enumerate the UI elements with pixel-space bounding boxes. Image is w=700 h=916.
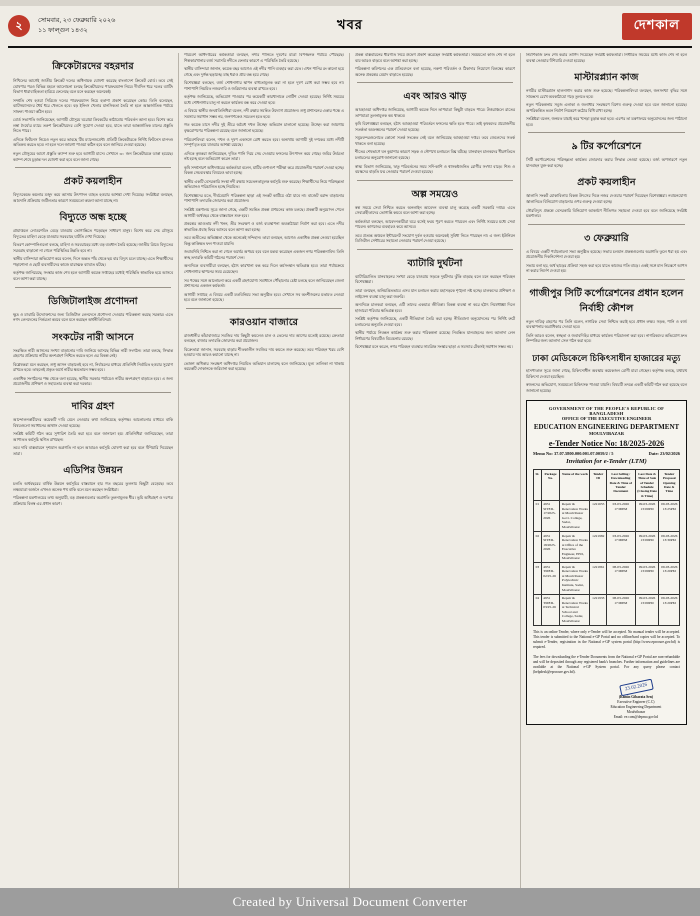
cell-sl: 02 bbox=[534, 532, 542, 563]
col-work: Name of the work bbox=[560, 470, 590, 501]
divider bbox=[357, 249, 513, 250]
article-paragraph: পরিকল্পনা কমিশনের এক প্রতিবেদনে বলা হয়েছে, নকশা পরিবর্তন ও ঠিকাদার নিয়োগে বিলম্বের কারণে অনেক প্রকল্পের মেয়াদ বাড়াতে হয়েছে। bbox=[355, 67, 515, 77]
col-closing: Last Date & Time of Sale of Tender Schedule (Closing Date & Time) bbox=[635, 470, 659, 501]
cell-closing: 09-03-2026 13:00PM bbox=[635, 500, 659, 531]
article-paragraph: জ্বালানি সংকট মোকাবিলায় বিকল্প উৎসের দিকে নজর দেওয়ার পরামর্শ দিয়েছেন বিশেষজ্ঞরা। নবায়নযোগ্য জ্বালানিতে বিনিয়োগ বাড়ানোর ওপর গুরুত্ব দেওয়া হচ্ছে। bbox=[526, 194, 687, 205]
section-title: খবর bbox=[337, 16, 363, 32]
tender-notice-number: e-Tender Notice No: 18/2025-2026 bbox=[548, 439, 665, 449]
cell-closing: 09-03-2026 13:00PM bbox=[635, 563, 659, 594]
article-paragraph: এদিকে ফিটনেস নিয়েও নতুন করে ভাবছে টিম ম্যানেজমেন্ট। প্রতিটি ক্রিকেটারকে নির্দিষ্ট ফিটনেস মানদণ্ড অতিক্রম করতে হবে। না হলে দলে জায়গা পাওয়া কঠিন হবে বলে জানিয়ে দেওয়া হয়েছে। bbox=[13, 137, 173, 148]
divider bbox=[15, 287, 171, 288]
article-headline: ৯ টির কর্পোরেশনে bbox=[571, 142, 642, 153]
table-row bbox=[534, 594, 680, 625]
article-paragraph: এ বিষয়ে স্থানীয় জনপ্রতিনিধিরা বলেন, নদী রক্ষায় সমন্বিত উদ্যোগ প্রয়োজন। শুধু প্রশাসনের একার পক্ষে এ সমস্যার সমাধান সম্ভব নয়, জনগণকেও সচেতন হতে হবে। bbox=[184, 109, 344, 119]
article-paragraph: এ বিষয়ে একটি পর্যালোচনা সভা অনুষ্ঠিত হয়েছে। সভায় চলমান প্রকল্পগুলোর অগ্রগতি তুলে ধরা হয় এবং প্রয়োজনীয় দিকনির্দেশনা দেওয়া হয়। bbox=[526, 249, 687, 260]
article-paragraph: অন্যদিকে চালকরা বলছেন, এটি তাদের একমাত্র জীবিকা। বিকল্প ব্যবস্থা না করে হঠাৎ নিষেধাজ্ঞা দিলে হাজারো পরিবার ক্ষতিগ্রস্ত হবে। bbox=[355, 303, 515, 313]
article-headline: প্রকট কয়লাহীন bbox=[577, 178, 636, 189]
article-paragraph: কৃষি সম্প্রসারণ অধিদপ্তরের কর্মকর্তারা বলেন, মাটির গুণাগুণ পরীক্ষা করে প্রয়োজনীয় পরামর্শ দেওয়া হচ্ছে। বিকল্প সেচব্যবস্থার বিষয়েও ভাবা হচ্ছে। bbox=[184, 165, 344, 176]
table-row bbox=[534, 563, 680, 594]
article-paragraph: নগরীর মাস্টারপ্ল্যান হালনাগাদ করার কাজ শুরু হয়েছে। পরিকল্পনাবিদরা বলছেন, জনসংখ্যা বৃদ্ধির সঙ্গে সামঞ্জস্য রেখে অবকাঠামো গড়ে তুলতে হবে। bbox=[526, 89, 687, 99]
cell-package: 4931 SITED-17/2025-2026 bbox=[541, 500, 560, 531]
masthead-date-gregorian: সোমবার, ২৩ ফেব্রুয়ারি ২০২৬ bbox=[38, 17, 116, 25]
column-1 bbox=[8, 53, 179, 889]
article-paragraph: ক্ষুদ্র ও মাঝারি উদ্যোক্তাদের জন্য ডিজিটাল লেনদেনে প্রণোদনা দেওয়ার পরিকল্পনা করছে সরকার। এতে নগদ লেনদেনের নির্ভরতা কমবে বলে মনে করছেন অর্থনীতিবিদরা। bbox=[13, 312, 173, 323]
tender-memo-number: Memo No: 37.07.5800.000.001.07.0059/2 / 5 bbox=[533, 451, 614, 457]
article-paragraph: সব পক্ষের সঙ্গে আলোচনা করে একটি গ্রহণযোগ্য সমাধানে পৌঁছানোর চেষ্টা চলছে বলে জানিয়েছেন জেলা প্রশাসনের একজন কর্মকর্তা। bbox=[184, 278, 344, 289]
article-paragraph: কর্তৃপক্ষ জানিয়েছে, অভিযোগ পাওয়ার পর কয়েকটি কারখানাকে নোটিশ দেওয়া হয়েছে। নির্দিষ্ট সময়ের মধ্যে শোধনাগার চালু না করলে কার্যক্রম বন্ধ করে দেওয়া হবে। bbox=[184, 95, 344, 105]
article-paragraph: গ্রামাঞ্চলে লোডশেডিং বেড়ে যাওয়ায় ভোগান্তিতে পড়েছেন সাধারণ মানুষ। বিশেষ করে সেচ মৌসুমে বিদ্যুতের চাহিদা বেড়ে যাওয়ায় সরবরাহে ঘাটতি দেখা দিয়েছে। bbox=[13, 229, 173, 239]
article-paragraph: সংশ্লিষ্ট মন্ত্রণালয় সূত্রে জানা গেছে, একটি সমন্বিত প্রকল্প প্রণয়নের কাজ চলছে। প্রকল্পটি অনুমোদন পেলে আগামী অর্থবছর থেকে বাস্তবায়ন শুরু হবে। bbox=[184, 208, 344, 218]
column-2 bbox=[179, 53, 350, 889]
article-paragraph: কর্মকর্তারা বলছেন, আবেদনকারীরা ঘরে বসেই ফরম পূরণ করতে পারবেন এবং নির্দিষ্ট সময়ের মধ্যে সেবা পাবেন। কাগজের ব্যবহারও কমে আসবে। bbox=[355, 219, 515, 230]
cell-closing: 09-03-2026 13:00PM bbox=[635, 594, 659, 625]
cell-sl: 01 bbox=[534, 500, 542, 531]
article-headline: ৩ ফেব্রুয়ারি bbox=[584, 233, 629, 244]
article-paragraph: সভায় বলা হয়, অর্থ ছাড়ের প্রক্রিয়া সহজ করা হবে যাতে কাজের গতি বাড়ে। একই সঙ্গে মান নিয়ন্ত্রণে আপস না করার নির্দেশ দেওয়া হয়। bbox=[526, 263, 687, 274]
article-headline: সংকটের নারী আসনে bbox=[52, 332, 134, 343]
article-paragraph: বিশ্লেষকরা মনে করছেন, শুধু আসন বাড়ালেই হবে না, নির্বাচনের মাধ্যমে প্রতিনিধি নির্বাচিত হওয়ার সুযোগ রাখতে হবে। তাহলেই প্রকৃত অর্থে নারীর ক্ষমতায়ন সম্ভব হবে। bbox=[13, 362, 173, 373]
article-headline: ক্রিকেটারদের বহরদার bbox=[52, 62, 134, 72]
article-headline: ব্যাটারি দুর্ঘটনা bbox=[407, 258, 463, 269]
article-paragraph: স্বজনদের অভিযোগ, সময়মতো চিকিৎসক পাওয়া যায়নি। বিষয়টি তদন্তে একটি কমিটি গঠন করা হয়েছে বলে জানানো হয়েছে। bbox=[526, 383, 687, 393]
article-paragraph: সম্প্রতি শেষ হওয়া সিরিজে দলের পারফরম্যান্স নিয়ে হতাশা প্রকাশ করেছেন কোচ। তিনি বলেছেন, ব্যাটসম্যানদের ধৈর্য ধরে খেলতে হবে। বড় ইনিংস খেলার মানসিকতা তৈরি না হলে আন্তর্জাতিক পর্যায়ে সাফল্য পাওয়া কঠিন হবে। bbox=[13, 98, 173, 114]
divider bbox=[186, 308, 342, 309]
article-paragraph: গত কয়েক মাসে নদীর দুই তীরে অবৈধ দখল উচ্ছেদ অভিযান চালানো হয়েছে। উচ্ছেদ করা জায়গায় বৃক্ষরোপণের পরিকল্পনা রয়েছে বলে জানানো হয়েছে। bbox=[184, 123, 344, 134]
cell-opening: 09-03-2026 13:20PM bbox=[659, 563, 680, 594]
signatory-title-1: Executive Engineer (C.C) bbox=[617, 699, 655, 704]
article-paragraph: স্বাস্থ্য বিভাগ জানিয়েছে, ঋতু পরিবর্তনের সময় সর্দি-কাশি ও শ্বাসকষ্টজনিত রোগীর সংখ্যা বাড়ে। শিশু ও বয়স্কদের বাড়তি যত্ন নেওয়ার পরামর্শ দেওয়া হয়েছে। bbox=[355, 164, 515, 175]
article-paragraph: পরিকল্পনা মন্ত্রণালয়ের তথ্য অনুযায়ী, বড় প্রকল্পগুলোর অগ্রগতি তুলনামূলক ধীর। ভূমি অধিগ্রহণ ও দরপত্র প্রক্রিয়ায় বিলম্ব এর প্রধান কারণ। bbox=[13, 496, 173, 506]
article-paragraph: বিক্রেতারা জানান, সরবরাহ বাড়ায় শীতকালীন সবজির দাম কমতে শুরু করেছে। তবে পরিবহন খরচ বেশি হওয়ায় দাম আরও কমানো যাচ্ছে না। bbox=[184, 347, 344, 358]
cell-package: 4931 TMED-03/25-26 bbox=[541, 594, 560, 625]
masthead bbox=[8, 6, 692, 48]
tender-place: MOULVIBAZAR bbox=[588, 431, 625, 437]
cell-opening: 09-03-2026 13:30PM bbox=[659, 532, 680, 563]
article-paragraph: বিদ্যুৎকেন্দ্রে কয়লার মজুদ কমে আসায় উৎপাদন ব্যাহত হওয়ার আশঙ্কা দেখা দিয়েছে। সংশ্লিষ্টরা বলছেন, আমদানি প্রক্রিয়ায় জটিলতার কারণে সময়মতো কয়লা আনা যাচ্ছে না। bbox=[13, 193, 173, 203]
article-headline: এডিপির উন্নয়ন bbox=[63, 466, 123, 477]
tender-department: EDUCATION ENGINEERING DEPARTMENT bbox=[533, 423, 680, 432]
divider bbox=[528, 224, 685, 225]
article-paragraph: সংরক্ষিত নারী আসনের সংখ্যা বাড়ানোর দাবি জানিয়ে আসছে বিভিন্ন নারী সংগঠন। তারা বলছে, সিদ্ধান্ত গ্রহণের প্রক্রিয়ায় নারীর অংশগ্রহণ নিশ্চিত করতে হলে এর বিকল্প নেই। bbox=[13, 348, 173, 359]
article-paragraph: পরিবেশ অধিদপ্তরের কর্মকর্তারা বলছেন, নদীর পানিতে দূষণের মাত্রা বিপজ্জনক পর্যায়ে পৌঁছেছে। শিল্পকারখানার বর্জ্য সরাসরি নদীতে ফেলার কারণে এ পরিস্থিতি তৈরি হয়েছে। bbox=[184, 53, 344, 63]
signatory-name: (Ramin Gibarata Sen) bbox=[618, 694, 653, 699]
column-4 bbox=[521, 53, 692, 889]
article-headline: ডিজিটালাইজ প্রণোদনা bbox=[48, 296, 138, 307]
divider bbox=[357, 82, 513, 83]
article-paragraph: হাসপাতাল সূত্রে জানা গেছে, চিকিৎসাধীন অবস্থায় কয়েকজন রোগী মারা গেছেন। কর্তৃপক্ষ বলছে, যথাযথ চিকিৎসা দেওয়া হয়েছিল। bbox=[526, 369, 687, 379]
article-paragraph: আবহাওয়া অধিদপ্তর জানিয়েছে, আগামী কয়েক দিনে তাপমাত্রা কিছুটা বাড়তে পারে। উত্তরাঞ্চলে রাতের তাপমাত্রা তুলনামূলক কম থাকবে। bbox=[355, 108, 515, 118]
signatory-title-2: Education Engineering Department bbox=[610, 704, 662, 709]
article-paragraph: বিশেষজ্ঞদের মতে, দীর্ঘমেয়াদি পরিকল্পনা ছাড়া এই সংকট কাটিয়ে ওঠা যাবে না। বাজেট বরাদ্দ বাড়ানোর পাশাপাশি তদারকি জোরদার করা প্রয়োজন। bbox=[184, 193, 344, 204]
tender-notice-advertisement bbox=[526, 400, 687, 724]
divider bbox=[528, 279, 685, 280]
cell-tender-id: 1221933 bbox=[590, 594, 606, 625]
article-paragraph: চলতি অর্থবছরের বার্ষিক উন্নয়ন কর্মসূচির বাস্তবায়ন হার গত বছরের তুলনায় কিছুটা বেড়েছে। তবে লক্ষ্যমাত্রা অর্জনে এখনও অনেক পথ বাকি বলে মনে করছেন সংশ্লিষ্টরা। bbox=[13, 482, 173, 492]
article-paragraph: বিশেষজ্ঞরা মনে করেন, নগর পরিবহন ব্যবস্থার সামগ্রিক সংস্কার ছাড়া এ সমস্যার টেকসই সমাধান সম্ভব নয়। bbox=[355, 345, 513, 350]
cell-last-selling: 08-03-2026 17:00PM bbox=[606, 563, 635, 594]
article-paragraph: স্থানীয় পর্যায়ে নিবন্ধন কার্যক্রম শুরু করার পরিকল্পনা রয়েছে। নিবন্ধিত যানবাহনের জন্য আলাদা লেন নির্ধারণের বিষয়টিও বিবেচনায় রয়েছে। bbox=[355, 331, 515, 341]
article-paragraph: তবে প্রত্যন্ত অঞ্চলে ইন্টারনেট সংযোগ দুর্বল হওয়ায় অনেকেই সুবিধা নিতে পারছেন না। এ জন্য ইউনিয়ন ডিজিটাল সেন্টারের সহায়তা নেওয়ার পরামর্শ দেওয়া হয়েছে। bbox=[355, 233, 515, 244]
article-paragraph: এদিকে কৃষকরা জানিয়েছেন, দূষিত পানি দিয়ে সেচ দেওয়ায় ফসলের উৎপাদন কমে গেছে। জমির উর্বরতা নষ্ট হচ্ছে বলে অভিযোগ করেন তারা। bbox=[184, 151, 344, 162]
newspaper-page bbox=[0, 6, 700, 916]
article-paragraph: নতুন পরিকল্পনায় সবুজ এলাকা ও জলাধার সংরক্ষণে বিশেষ গুরুত্ব দেওয়া হবে বলে জানানো হয়েছে। অপরিকল্পিত ভবন নির্মাণ নিয়ন্ত্রণে কঠোর বিধি রাখা হচ্ছে। bbox=[526, 103, 687, 113]
cell-work: Repair & Renovation Works at Technical School and College, Sadar, Moulvibazar bbox=[560, 594, 590, 625]
article-headline: কারওয়ান বাজারে bbox=[229, 317, 299, 328]
column-3 bbox=[350, 53, 521, 889]
article-paragraph: নতুন দায়িত্ব গ্রহণের পর তিনি বলেন, নাগরিক সেবা নিশ্চিত করাই হবে প্রধান লক্ষ্য। সড়ক, পানি ও বর্জ্য ব্যবস্থাপনায় অগ্রাধিকার দেওয়া হবে। bbox=[526, 319, 687, 330]
article-paragraph: স্থানীয় একটি বেসরকারি সংস্থা নদী রক্ষায় সচেতনতামূলক কর্মসূচি শুরু করেছে। শিক্ষার্থীদের নিয়ে পরিচ্ছন্নতা অভিযানও পরিচালিত হচ্ছে নিয়মিত। bbox=[184, 179, 344, 190]
article-paragraph: একাধিক সংগঠনের পক্ষ থেকে বলা হয়েছে, স্থানীয় সরকার পর্যায়েও নারীর অংশগ্রহণ বাড়াতে হবে। এ জন্য প্রয়োজনীয় প্রশিক্ষণ ও সহায়তার ব্যবস্থা করা দরকার। bbox=[13, 376, 173, 387]
article-paragraph: তবে অতীতের অভিজ্ঞতা থেকে অনেকেই সন্দিহান। তারা বলছেন, আগেও একাধিক প্রকল্প নেওয়া হয়েছিল কিন্তু কাঙ্ক্ষিত ফল পাওয়া যায়নি। bbox=[184, 236, 344, 246]
article-paragraph: সৌরবিদ্যুৎ প্রকল্পে বেসরকারি বিনিয়োগ আকর্ষণে নীতিগত সহায়তা দেওয়া হবে বলে জানিয়েছে সংশ্লিষ্ট মন্ত্রণালয়। bbox=[526, 208, 687, 219]
cell-last-selling: 08-03-2026 17:00PM bbox=[606, 594, 635, 625]
column-container bbox=[8, 53, 692, 889]
article-paragraph: প্রকল্পের আওতায় নদী খনন, তীর সংরক্ষণ ও বর্জ্য ব্যবস্থাপনা অবকাঠামো নির্মাণ করা হবে। এতে নদীর স্বাভাবিক প্রবাহ ফিরে আসবে বলে আশা করা হচ্ছে। bbox=[184, 222, 344, 232]
cell-closing: 09-03-2026 13:00PM bbox=[635, 532, 659, 563]
newspaper-logo: দেশকাল bbox=[622, 13, 692, 40]
article-headline: গাজীপুর সিটি কর্পোরেশনের প্রধান হলেন নির্বাহী কৌশল bbox=[529, 288, 684, 314]
article-headline: দাবির গ্রহণ bbox=[71, 401, 115, 412]
cell-tender-id: 1221655 bbox=[590, 500, 606, 531]
col-tender-id: Tender ID bbox=[590, 470, 606, 501]
cell-work: Repair & Renovation Works at Moulvibazar Govt. College, Sadar, Moulvibazar bbox=[560, 500, 590, 531]
article-paragraph: স্থানীয় বাসিন্দারা অভিযোগ করে বলেন, দিনে অন্তত পাঁচ থেকে ছয় বার বিদ্যুৎ চলে যাচ্ছে। এতে শিক্ষার্থীদের পড়াশোনা ও ছোট ব্যবসায়ীদের কাজে মারাত্মক ব্যাঘাত ঘটছে। bbox=[13, 257, 173, 267]
divider bbox=[15, 167, 171, 168]
tender-government-line: GOVERNMENT OF THE PEOPLE'S REPUBLIC OF BANGLADESH bbox=[548, 406, 665, 417]
signatory-title-3: Moulvibazar bbox=[626, 709, 646, 714]
article-paragraph: নিখিলের আগেই জাতীয় ক্রিকেট দলের অধিনায়ক ঘোষণা করেছে বাংলাদেশ ক্রিকেট বোর্ড। তবে সেই ঘোষণার পরও বিভিন্ন মহলে আলোচনা চলছে ক্রিকেটারদের পারফরম্যান্স নিয়ে। দীর্ঘদিন ধরে দলের ব্যাটিং বিভাগ ধারাবাহিকতা হারিয়ে ফেলেছে বলে মনে করছেন অনেকেই। bbox=[13, 78, 173, 95]
col-opening: Tender Proposal Opening Date & Time bbox=[659, 470, 680, 501]
article-paragraph: স্থানীয় বাসিন্দারা জানান, কয়েক বছর আগেও এই নদীর পানি ব্যবহার করা যেত। এখন পানির রং কালো হয়ে গেছে এবং দুর্গন্ধ ছড়াচ্ছে। মাছ ধরাও প্রায় বন্ধ হয়ে গেছে। bbox=[184, 67, 344, 77]
tender-office-line: OFFICE OF THE EXECUTIVE ENGINEER bbox=[561, 416, 652, 422]
cell-last-selling: 03-03-2026 17:00PM bbox=[606, 500, 635, 531]
signatory-email: Email: ee.com@depmo.gov.bd bbox=[613, 714, 659, 719]
article-paragraph: প্রকল্প বাস্তবায়নের ধীরগতি নিয়ে উদ্বেগ প্রকাশ করেছেন সংশ্লিষ্ট কর্মকর্তারা। সময়মতো কাজ শেষ না হলে ব্যয় আরও বাড়বে বলে আশঙ্কা করা হচ্ছে। bbox=[355, 53, 515, 63]
article-paragraph: স্বল্প সময়ে সেবা নিশ্চিত করতে অনলাইন আবেদন ব্যবস্থা চালু করেছে একটি সরকারি দপ্তর। এতে সেবাগ্রহীতাদের ভোগান্তি কমবে বলে আশা করা হচ্ছে। bbox=[355, 205, 515, 216]
article-paragraph: ভোক্তা অধিকার সংরক্ষণ অধিদপ্তর নিয়মিত অভিযান চালাচ্ছে বলে জানিয়েছে। মূল্য তালিকা না থাকায় কয়েকটি দোকানকে জরিমানা করা হয়েছে। bbox=[184, 361, 344, 372]
cell-sl: 04 bbox=[534, 594, 542, 625]
article-paragraph: আগামী সপ্তাহে এ বিষয়ে একটি মতবিনিময় সভা অনুষ্ঠিত হবে। সেখানে সব অংশীজনের মতামত নেওয়া হবে বলে জানানো হয়েছে। bbox=[184, 292, 344, 303]
cell-last-selling: 03-03-2026 17:00PM bbox=[606, 532, 635, 563]
article-paragraph: সংশ্লিষ্ট কর্তৃপক্ষ জানিয়েছে, একটি নীতিমালা তৈরি করা হচ্ছে। নীতিমালা অনুমোদনের পর নির্দিষ্ট রুটে চলাচলের অনুমতি দেওয়া হবে। bbox=[355, 317, 515, 327]
cell-tender-id: 1221982 bbox=[590, 532, 606, 563]
tender-invitation-title: Invitation for e-Tender (LTM) bbox=[566, 458, 647, 466]
converter-watermark: Created by Universal Document Converter bbox=[0, 888, 700, 916]
tender-memo-row bbox=[533, 451, 680, 456]
article-paragraph: সংশ্লিষ্টরা বলেন, জনমত যাচাই করে খসড়া চূড়ান্ত করা হবে। এরপর তা মন্ত্রণালয়ে অনুমোদনের জন্য পাঠানো হবে। bbox=[526, 117, 687, 127]
article-paragraph: পরিবেশবিদরা বলেন, দখল ও দূষণ একসঙ্গে রোধ করতে হবে। অন্যথায় আগামী দুই দশকের মধ্যে নদীটি সম্পূর্ণ মৃত হয়ে যাওয়ার আশঙ্কা রয়েছে। bbox=[184, 137, 344, 148]
article-paragraph: নতুন মৌসুমের আগে প্রস্তুতি ক্যাম্প শুরু হবে আগামী মাসে। সেখানে ৩০ জন ক্রিকেটারকে ডাকা হয়েছে। ক্যাম্প শেষে চূড়ান্ত দল ঘোষণা করা হবে বলে জানা গেছে। bbox=[13, 152, 173, 162]
article-paragraph: রাজধানীর কাঁচাবাজারে সবজির দাম কিছুটা কমলেও চাল ও তেলের দাম আগের মতোই রয়েছে। ক্রেতারা বলছেন, বাজার তদারকি জোরদার করা প্রয়োজন। bbox=[184, 333, 344, 344]
article-paragraph: সিটি কর্পোরেশনের পরিচ্ছন্নতা কার্যক্রম জোরদার করার সিদ্ধান্ত নেওয়া হয়েছে। বর্জ্য অপসারণে নতুন যানবাহন যুক্ত করা হচ্ছে। bbox=[526, 158, 687, 168]
cell-tender-id: 1221861 bbox=[590, 563, 606, 594]
article-headline: বিদ্যুতে অন্ধ হচ্ছে bbox=[59, 213, 127, 224]
cell-package: 4931 SITED-18/2025-2026 bbox=[541, 532, 560, 563]
masthead-date-bangla: ১১ ফাল্গুন ১৪৩২ bbox=[38, 27, 88, 34]
col-package: Package No. bbox=[541, 470, 560, 501]
article-paragraph: সংশ্লিষ্ট কমিটি গঠন করে সুপারিশ তৈরি করা হবে বলে জানানো হয়। প্রতিনিধিরা জানিয়েছেন, তারা আপাতত কর্মসূচি স্থগিত রাখছেন। bbox=[13, 432, 173, 442]
tender-note-2: The fees for downloading the e-Tender Documents from the National e-GP Portal are non-refundable and will be deposited through any registered bank's branches. Further information and guidelines are available at the National e-GP System portal. For any query please contact (helpdesk@eprocure.gov.bd). bbox=[533, 654, 680, 675]
article-paragraph: বোর্ড সভাপতি জানিয়েছেন, আগামী মৌসুমে ঘরোয়া ক্রিকেটের কাঠামোয় পরিবর্তন আনা হবে। বিশেষ করে লম্বা দৈর্ঘ্যের ম্যাচে তরুণ ক্রিকেটারদের বেশি সুযোগ দেওয়া হবে, যাতে তারা আন্তর্জাতিক মানের প্রস্তুতি নিতে পারে। bbox=[13, 118, 173, 134]
tender-date: Date: 23/02/2026 bbox=[648, 451, 680, 457]
divider bbox=[528, 132, 685, 133]
tender-table bbox=[533, 469, 680, 626]
signature-stamp: 23.02.2026 bbox=[619, 678, 653, 696]
article-headline: ঢাকা মেডিকেলে চিকিৎসাধীন হাজারের মত্যু bbox=[532, 353, 681, 364]
cell-opening: 09-03-2026 13:20PM bbox=[659, 594, 680, 625]
cell-work: Repair & Renovation Works at Office of the Executive Engineer, EED, Moulvibazar bbox=[560, 532, 590, 563]
article-paragraph: বিশেষজ্ঞরা বলছেন, বর্জ্য শোধনাগার স্থাপন বাধ্যতামূলক করা না হলে দূষণ রোধ করা সম্ভব হবে না। পাশাপাশি নিয়মিত নজরদারি ও জরিমানার ব্যবস্থা রাখতে হবে। bbox=[184, 81, 344, 91]
article-paragraph: তারা বলছেন, অনিয়ন্ত্রিতভাবে এসব যান চলাচল করায় মহাসড়কে শৃঙ্খলা নষ্ট হচ্ছে। চালকদের প্রশিক্ষণ ও লাইসেন্স ব্যবস্থা চালু করা জরুরি। bbox=[355, 289, 515, 299]
article-paragraph: কৃষি বিশেষজ্ঞরা বলছেন, হঠাৎ আবহাওয়া পরিবর্তনে ফসলের ক্ষতি হতে পারে। তাই কৃষকদের প্রয়োজনীয় সতর্কতা অবলম্বনের পরামর্শ দেওয়া হয়েছে। bbox=[355, 122, 515, 132]
article-paragraph: নির্মাণকাজ দ্রুত শেষ করার তাগিদ দিয়েছেন সংশ্লিষ্ট কর্মকর্তারা। নির্ধারিত সময়ের মধ্যে কাজ শেষ না হলে ব্যবস্থা নেওয়ার হুঁশিয়ারি দেওয়া হয়েছে। bbox=[526, 53, 687, 63]
article-headline: এবং আরও ঝাড় bbox=[403, 92, 467, 103]
article-paragraph: সমুদ্রবন্দরগুলোতে কোনো সতর্ক সংকেত নেই বলে জানিয়েছে আবহাওয়া দপ্তর। তবে জেলেদের সতর্ক থাকতে বলা হয়েছে। bbox=[355, 136, 515, 146]
article-paragraph: তিনি আরও বলেন, স্বচ্ছতা ও জবাবদিহির মাধ্যমে কার্যক্রম পরিচালনা করা হবে। নাগরিকদের অভিযোগ দ্রুত নিষ্পত্তির জন্য আলাদা সেল গঠন করা হবে। bbox=[526, 333, 687, 344]
col-last-selling: Last Selling / Downloading Date & Time of Tender Document bbox=[606, 470, 635, 501]
article-paragraph: অন্যদিকে ব্যবসায়ীরা বলছেন, হঠাৎ কারখানা বন্ধ করে দিলে কর্মসংস্থান ক্ষতিগ্রস্ত হবে। তারা পর্যায়ক্রমে শোধনাগার স্থাপনের সময় চেয়েছেন। bbox=[184, 264, 344, 274]
cell-sl: 03 bbox=[534, 563, 542, 594]
article-paragraph: জবাবদিহি নিশ্চিত করা না গেলে অর্থের অপচয় হবে বলে মন্তব্য করেছেন একজন নগর পরিকল্পনাবিদ। তিনি স্বচ্ছ তদারকি কমিটি গঠনের পরামর্শ দেন। bbox=[184, 250, 344, 260]
tender-signature-block bbox=[533, 682, 680, 720]
article-paragraph: বিতরণ কোম্পানিগুলো বলছে, চাহিদা ও সরবরাহের মধ্যে বড় ব্যবধান তৈরি হয়েছে। জাতীয় গ্রিডে বিদ্যুতের সরবরাহ বাড়ানো না গেলে পরিস্থিতির উন্নতি হবে না। bbox=[13, 243, 173, 253]
divider bbox=[357, 180, 513, 181]
article-headline: মাস্টারপ্ল্যান কাজ bbox=[574, 73, 639, 84]
col-sl: Sl. bbox=[534, 470, 542, 501]
article-headline: অল্প সময়েও bbox=[411, 189, 459, 200]
cell-package: 4931 TMED-02/25-26 bbox=[541, 563, 560, 594]
article-paragraph: আন্দোলনকারীদের কয়েকটি দাবি মেনে নেওয়ার কথা জানিয়েছে কর্তৃপক্ষ। আলোচনার মাধ্যমে বাকি বিষয়গুলো সমাধানের আশ্বাস দেওয়া হয়েছে। bbox=[13, 417, 173, 428]
article-paragraph: শীতের শেষভাগে ঘন কুয়াশার কারণে সড়ক ও নৌপথে চলাচলে বিঘ্ন ঘটছে। যানবাহন চালকদের ধীরগতিতে চলাচলের অনুরোধ জানানো হয়েছে। bbox=[355, 150, 515, 161]
cell-work: Repair & Renovation Works at Moulvibazar Polytechnic Institute, Sadar, Moulvibazar bbox=[560, 563, 590, 594]
article-paragraph: তবে দাবি বাস্তবায়নে দৃশ্যমান অগ্রগতি না হলে আবারও কর্মসূচি ঘোষণা করা হবে বলে হুঁশিয়ারি দিয়েছেন তারা। bbox=[13, 446, 173, 456]
tender-note-1: This is an online Tender, where only e-Tender will be accepted. No manual tender will be accepted. This tender is submitted to the National e-GP Portal and no offline/hard copies will be accepted. To submit e-Tender, registration in the National e-GP system portal (http://www.eprocure.gov.bd) is required. bbox=[533, 629, 680, 650]
page-number-badge: ২ bbox=[8, 15, 30, 37]
table-row bbox=[534, 532, 680, 563]
divider bbox=[15, 392, 171, 393]
article-headline: প্রকট কয়লাহীন bbox=[63, 177, 123, 188]
table-header-row bbox=[534, 470, 680, 501]
table-row bbox=[534, 500, 680, 531]
cell-opening: 09-03-2026 13:25PM bbox=[659, 500, 680, 531]
article-paragraph: ব্যাটারিচালিত যানবাহনের সংখ্যা বেড়ে যাওয়ায় সড়কে দুর্ঘটনার ঝুঁকি বাড়ছে বলে মনে করছেন পরিবহন বিশেষজ্ঞরা। bbox=[355, 274, 515, 285]
article-paragraph: কর্তৃপক্ষ জানিয়েছে, সংস্কার কাজ শেষ হলে আগামী কয়েক সপ্তাহের মধ্যেই পরিস্থিতি স্বাভাবিক হয়ে আসবে বলে আশা করা যাচ্ছে। bbox=[13, 271, 173, 282]
